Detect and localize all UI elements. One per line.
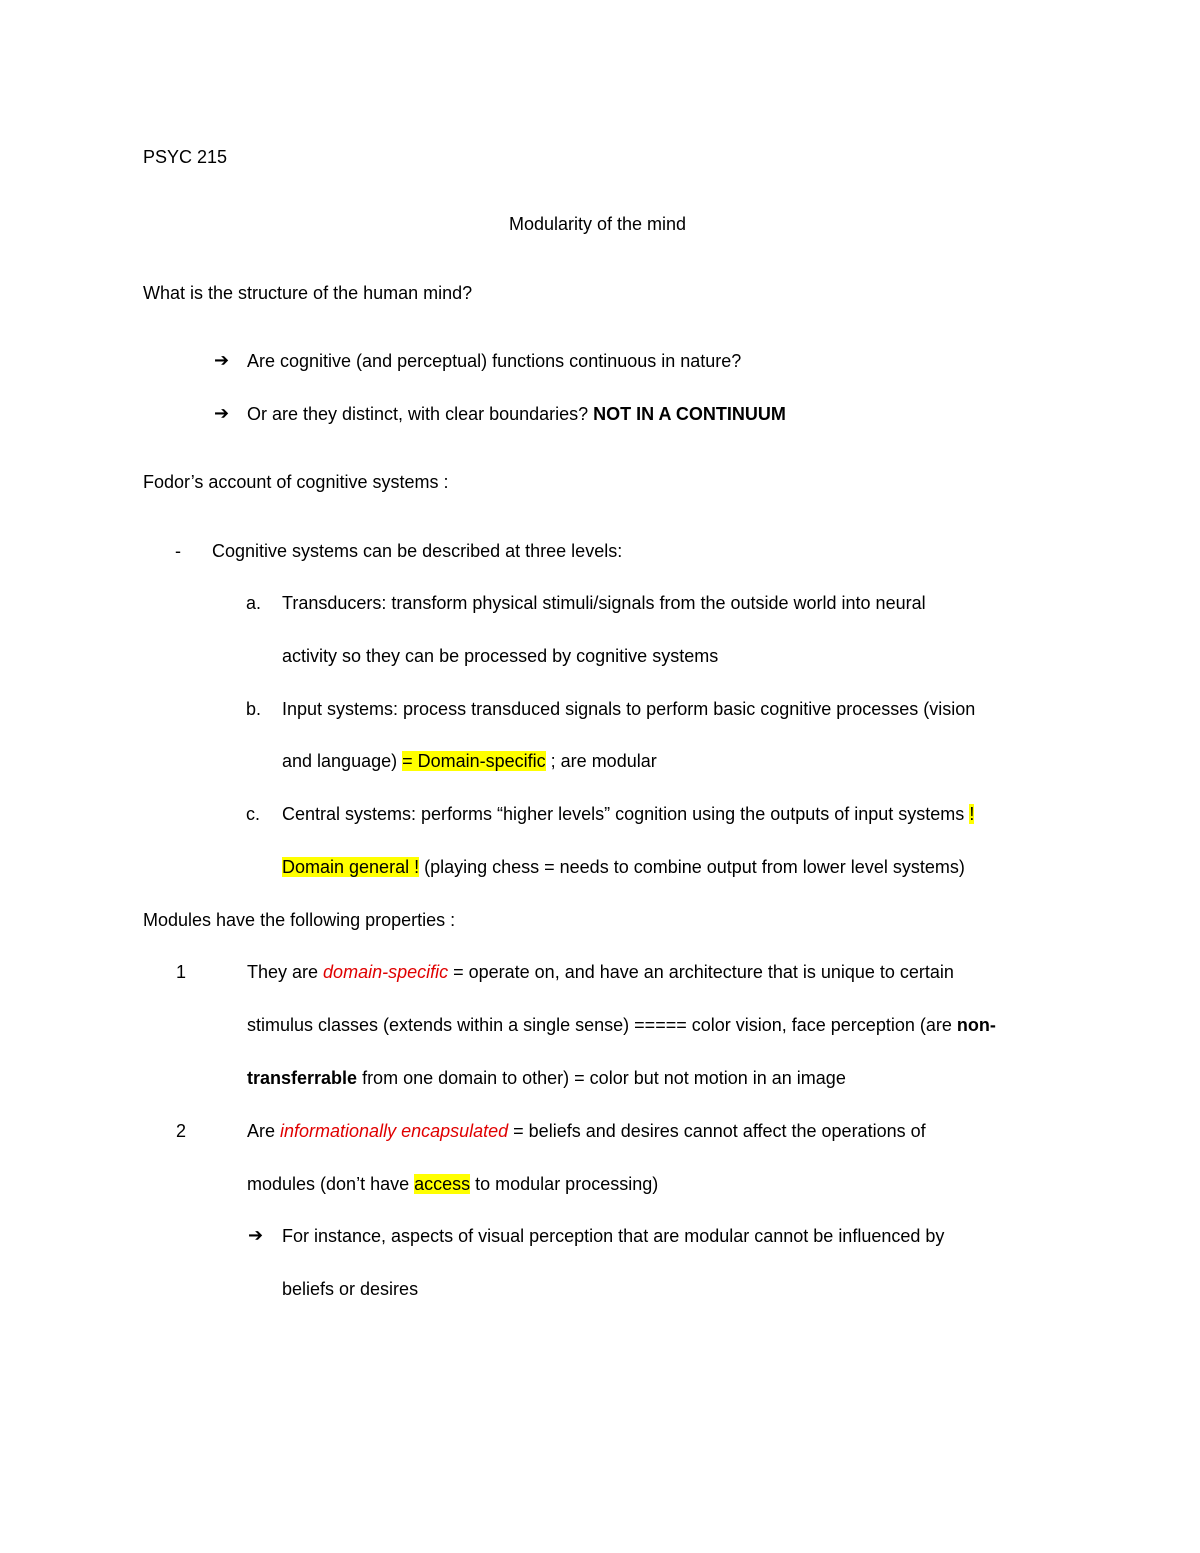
property-1-text: They are xyxy=(247,962,324,982)
informationally-encapsulated-term: informationally encapsulated xyxy=(280,1121,509,1141)
modules-text: modules (don’t have xyxy=(247,1174,415,1194)
exclamation-highlight: ! xyxy=(969,804,975,824)
document-title: Modularity of the mind xyxy=(508,214,687,234)
arrow-item-continuous: Are cognitive (and perceptual) functions continuous in nature? xyxy=(247,351,742,371)
question-structure: What is the structure of the human mind? xyxy=(143,283,473,303)
instance-line-2: beliefs or desires xyxy=(282,1279,419,1299)
central-systems-line-1 xyxy=(282,802,974,826)
dash-bullet: - xyxy=(175,541,181,561)
arrow-icon: ➔ xyxy=(248,1225,264,1246)
property-2-line-2 xyxy=(247,1172,658,1196)
central-systems-text: Central systems: performs “higher levels” cognition using the outputs of input systems xyxy=(282,804,970,824)
non-emphasis: non- xyxy=(956,1015,996,1035)
property-1-line-2 xyxy=(247,1013,996,1037)
property-1-line-3 xyxy=(247,1066,846,1090)
arrow-item-distinct xyxy=(247,402,786,426)
modular-processing-text: to modular processing) xyxy=(470,1174,659,1194)
modules-heading: Modules have the following properties : xyxy=(143,910,456,930)
property-2-line-1 xyxy=(247,1119,926,1143)
property-number-2: 2 xyxy=(176,1121,187,1141)
transducers-line-1: Transducers: transform physical stimuli/signals from the outside world into neural xyxy=(282,593,926,613)
arrow-item-distinct-text: Or are they distinct, with clear boundaries? xyxy=(247,404,594,424)
property-1-line-1 xyxy=(247,960,954,984)
list-marker-a: a. xyxy=(246,593,262,613)
property-2-text: Are xyxy=(247,1121,281,1141)
list-marker-b: b. xyxy=(246,699,262,719)
domain-general-highlight: Domain general ! xyxy=(282,857,420,877)
input-systems-line-2 xyxy=(282,749,657,773)
input-systems-line-1: Input systems: process transduced signals to perform basic cognitive processes (vision xyxy=(282,699,976,719)
not-in-continuum-emphasis: NOT IN A CONTINUUM xyxy=(593,404,786,424)
levels-intro: Cognitive systems can be described at three levels: xyxy=(212,541,623,561)
access-highlight: access xyxy=(414,1174,471,1194)
list-marker-c: c. xyxy=(246,804,261,824)
playing-chess-text: (playing chess = needs to combine output from lower level systems) xyxy=(419,857,965,877)
color-motion-text: from one domain to other) = color but not motion in an image xyxy=(357,1068,846,1088)
central-systems-line-2 xyxy=(282,855,965,879)
instance-line-1: For instance, aspects of visual perception that are modular cannot be influenced by xyxy=(282,1226,945,1246)
are-modular-text: ; are modular xyxy=(545,751,657,771)
property-2-definition: = beliefs and desires cannot affect the operations of xyxy=(508,1121,926,1141)
transferrable-emphasis: transferrable xyxy=(247,1068,358,1088)
input-systems-text: and language) xyxy=(282,751,403,771)
domain-specific-term: domain-specific xyxy=(323,962,449,982)
stimulus-classes-text: stimulus classes (extends within a single sense) ===== color vision, face perception (are xyxy=(247,1015,957,1035)
domain-specific-highlight: = Domain-specific xyxy=(402,751,546,771)
arrow-icon: ➔ xyxy=(214,403,230,424)
fodor-heading: Fodor’s account of cognitive systems : xyxy=(143,472,449,492)
property-number-1: 1 xyxy=(176,962,187,982)
arrow-icon: ➔ xyxy=(214,350,230,371)
property-1-definition: = operate on, and have an architecture that is unique to certain xyxy=(448,962,954,982)
transducers-line-2: activity so they can be processed by cognitive systems xyxy=(282,646,719,666)
course-code: PSYC 215 xyxy=(143,147,228,167)
